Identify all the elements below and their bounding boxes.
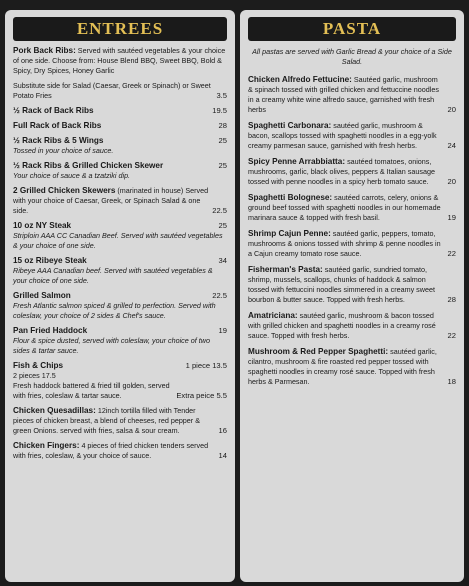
item-price: 25 xyxy=(218,161,227,170)
item-desc: sautéed garlic, mushroom & bacon, scallops tossed with spaghetti noodles in a egg-yolk creamy parmesan sauce, garnished with fresh herbs. xyxy=(248,121,437,150)
item-name: Full Rack of Back Ribs xyxy=(13,121,102,130)
item-desc: 12inch tortilla filled with Tender pieces of chicken breast, a blend of cheeses, red pepper & green Onions. served with fries, salsa & sour cream. xyxy=(13,406,200,435)
entrees-title: ENTREES xyxy=(13,17,227,41)
item-desc: Your choice of sauce & a tzatziki dip. xyxy=(13,171,131,180)
item-name: Mushroom & Red Pepper Spaghetti: xyxy=(248,347,389,356)
item-price: 19 xyxy=(218,326,227,335)
item-desc: sautéed tomatoes, onions, mushrooms, garlic, black olives, peppers & Italian sausage tossed with penne noodles in a spicy herb tomato sauce. xyxy=(248,157,435,186)
menu-item-shrimp-cajun xyxy=(248,229,456,259)
item-price: 24 xyxy=(447,141,456,150)
item-name: Spaghetti Bolognese: xyxy=(248,193,333,202)
item-price: 18 xyxy=(447,377,456,386)
menu-item-mushroom-pepper xyxy=(248,347,456,387)
item-desc: 4 pieces of fried chicken tenders served with fries, coleslaw, & your choice of sauce. xyxy=(13,441,209,460)
item-desc: sautéed carrots, celery, onions & ground beef tossed with spaghetti noodles in our homemade marinara sauce & topped with fresh basil. xyxy=(248,193,441,222)
item-extra-price: Extra peice 5.5 xyxy=(176,391,227,400)
item-name: ½ Rack of Back Ribs xyxy=(13,106,94,115)
item-name: Spaghetti Carbonara: xyxy=(248,121,332,130)
item-name: Chicken Fingers: xyxy=(13,441,80,450)
item-price: 34 xyxy=(218,256,227,265)
menu-item-amatriciana xyxy=(248,311,456,341)
item-desc: sautéed garlic, sundried tomato, shrimp, mussels, scallops, chunks of haddock & salmon tossed with fettuccini noodles simmered in a creamy sweet bourbon & butter sauce. Topped with fresh herbs. xyxy=(248,265,435,304)
item-desc: Sautéed garlic, mushroom & spinach tossed with grilled chicken and fettuccine noodles in a creamy white wine alfredo sauce, garnished with fresh herbs xyxy=(248,75,439,114)
menu-item-side-substitute xyxy=(13,81,227,101)
item-price: 20 xyxy=(447,105,456,114)
item-name: Grilled Salmon xyxy=(13,291,71,300)
item-name: ½ Rack Ribs & Grilled Chicken Skewer xyxy=(13,161,164,170)
item-price: 22.5 xyxy=(212,206,227,215)
item-price: 3.5 xyxy=(216,91,227,100)
menu-item-fisherman xyxy=(248,265,456,305)
item-desc: Ribeye AAA Canadian beef. Served with sautéed vegetables & your choice of one side. xyxy=(13,266,213,285)
item-name: Fisherman's Pasta: xyxy=(248,265,323,274)
menu-item-pork-back-ribs xyxy=(13,46,227,76)
item-price: 19 xyxy=(447,213,456,222)
item-price: 1 piece 13.5 xyxy=(185,361,227,370)
item-price: 28 xyxy=(218,121,227,130)
item-price: 14 xyxy=(218,451,227,460)
menu-item-carbonara xyxy=(248,121,456,151)
item-desc: (marinated in house) Served with your choice of Caesar, Greek, or Spinach Salad & one side. xyxy=(13,186,209,215)
item-desc: Substitute side for Salad (Caesar, Greek or Spinach) or Sweet Potato Fries xyxy=(13,81,211,100)
item-desc: sautéed garlic, mushroom & bacon tossed with grilled chicken and spaghetti noodles in a creamy rosé sauce. Topped with fresh herbs. xyxy=(248,311,436,340)
menu-item-full-rack xyxy=(13,121,227,131)
item-name: Chicken Quesadillas: xyxy=(13,406,96,415)
item-desc: Tossed in your choice of sauce. xyxy=(13,146,114,155)
item-name: Pan Fried Haddock xyxy=(13,326,88,335)
item-price: 19.5 xyxy=(212,106,227,115)
menu-item-alfredo xyxy=(248,75,456,115)
pasta-title: PASTA xyxy=(248,17,456,41)
menu-item-ny-steak xyxy=(13,221,227,251)
item-desc: Fresh Atlantic salmon spiced & grilled to perfection. Served with coleslaw, your choice of 2 sides & Chef's sauce. xyxy=(13,301,216,320)
item-price: 20 xyxy=(447,177,456,186)
item-name: Shrimp Cajun Penne: xyxy=(248,229,331,238)
menu-item-arrabbiata xyxy=(248,157,456,187)
item-name: 15 oz Ribeye Steak xyxy=(13,256,87,265)
item-desc: sautéed garlic, peppers, tomato, mushrooms & onions tossed with shrimp & penne noodles in a Cajun creamy tomato rose sauce. xyxy=(248,229,441,258)
item-name: Chicken Alfredo Fettucine: xyxy=(248,75,352,84)
item-price: 25 xyxy=(218,221,227,230)
pasta-note: All pastas are served with Garlic Bread & your choice of a Side Salad. xyxy=(252,47,452,66)
item-price: 22 xyxy=(447,249,456,258)
menu-item-chicken-skewers xyxy=(13,186,227,216)
menu-item-ribs-wings xyxy=(13,136,227,156)
menu-item-fish-chips xyxy=(13,361,227,401)
menu-item-bolognese xyxy=(248,193,456,223)
item-price-secondary: 2 pieces 17.5 xyxy=(13,371,56,380)
menu-item-ribeye xyxy=(13,256,227,286)
item-desc: Fresh haddock battered & fried till golden, served with fries, coleslaw & tartar sauce. xyxy=(13,381,170,400)
item-price: 28 xyxy=(447,295,456,304)
menu-item-salmon xyxy=(13,291,227,321)
pasta-panel xyxy=(240,10,464,582)
item-price: 25 xyxy=(218,136,227,145)
item-price: 22 xyxy=(447,331,456,340)
item-desc: Striploin AAA CC Canadian Beef. Served with sautéed vegetables & your choice of one side. xyxy=(13,231,223,250)
item-name: 2 Grilled Chicken Skewers xyxy=(13,186,116,195)
menu-item-haddock xyxy=(13,326,227,356)
item-name: Spicy Penne Arrabbiatta: xyxy=(248,157,346,166)
item-name: 10 oz NY Steak xyxy=(13,221,72,230)
item-name: Fish & Chips xyxy=(13,361,64,370)
item-desc: Flour & spice dusted, served with coleslaw, your choice of two sides & tartar sauce. xyxy=(13,336,210,355)
item-price: 16 xyxy=(218,426,227,435)
item-desc: Served with sautéed vegetables & your choice of one side. Choose from: House Blend BBQ, Sweet BBQ, Bold & Spicy, Dry Spices, Honey Garlic xyxy=(13,46,226,75)
menu-item-half-rack xyxy=(13,106,227,116)
item-name: Pork Back Ribs: xyxy=(13,46,76,55)
entrees-panel xyxy=(5,10,235,582)
item-price: 22.5 xyxy=(212,291,227,300)
menu-item-ribs-skewer xyxy=(13,161,227,181)
entrees-list xyxy=(5,41,235,461)
menu-item-fingers xyxy=(13,441,227,461)
item-name: Amatriciana: xyxy=(248,311,298,320)
item-desc: sautéed garlic, cilantro, mushroom & fire roasted red pepper tossed with spaghetti noodles in creamy rosé sauce. Topped with fresh herbs & Parmesan. xyxy=(248,347,437,386)
item-name: ½ Rack Ribs & 5 Wings xyxy=(13,136,104,145)
menu-item-quesadillas xyxy=(13,406,227,436)
pasta-list xyxy=(240,75,464,387)
